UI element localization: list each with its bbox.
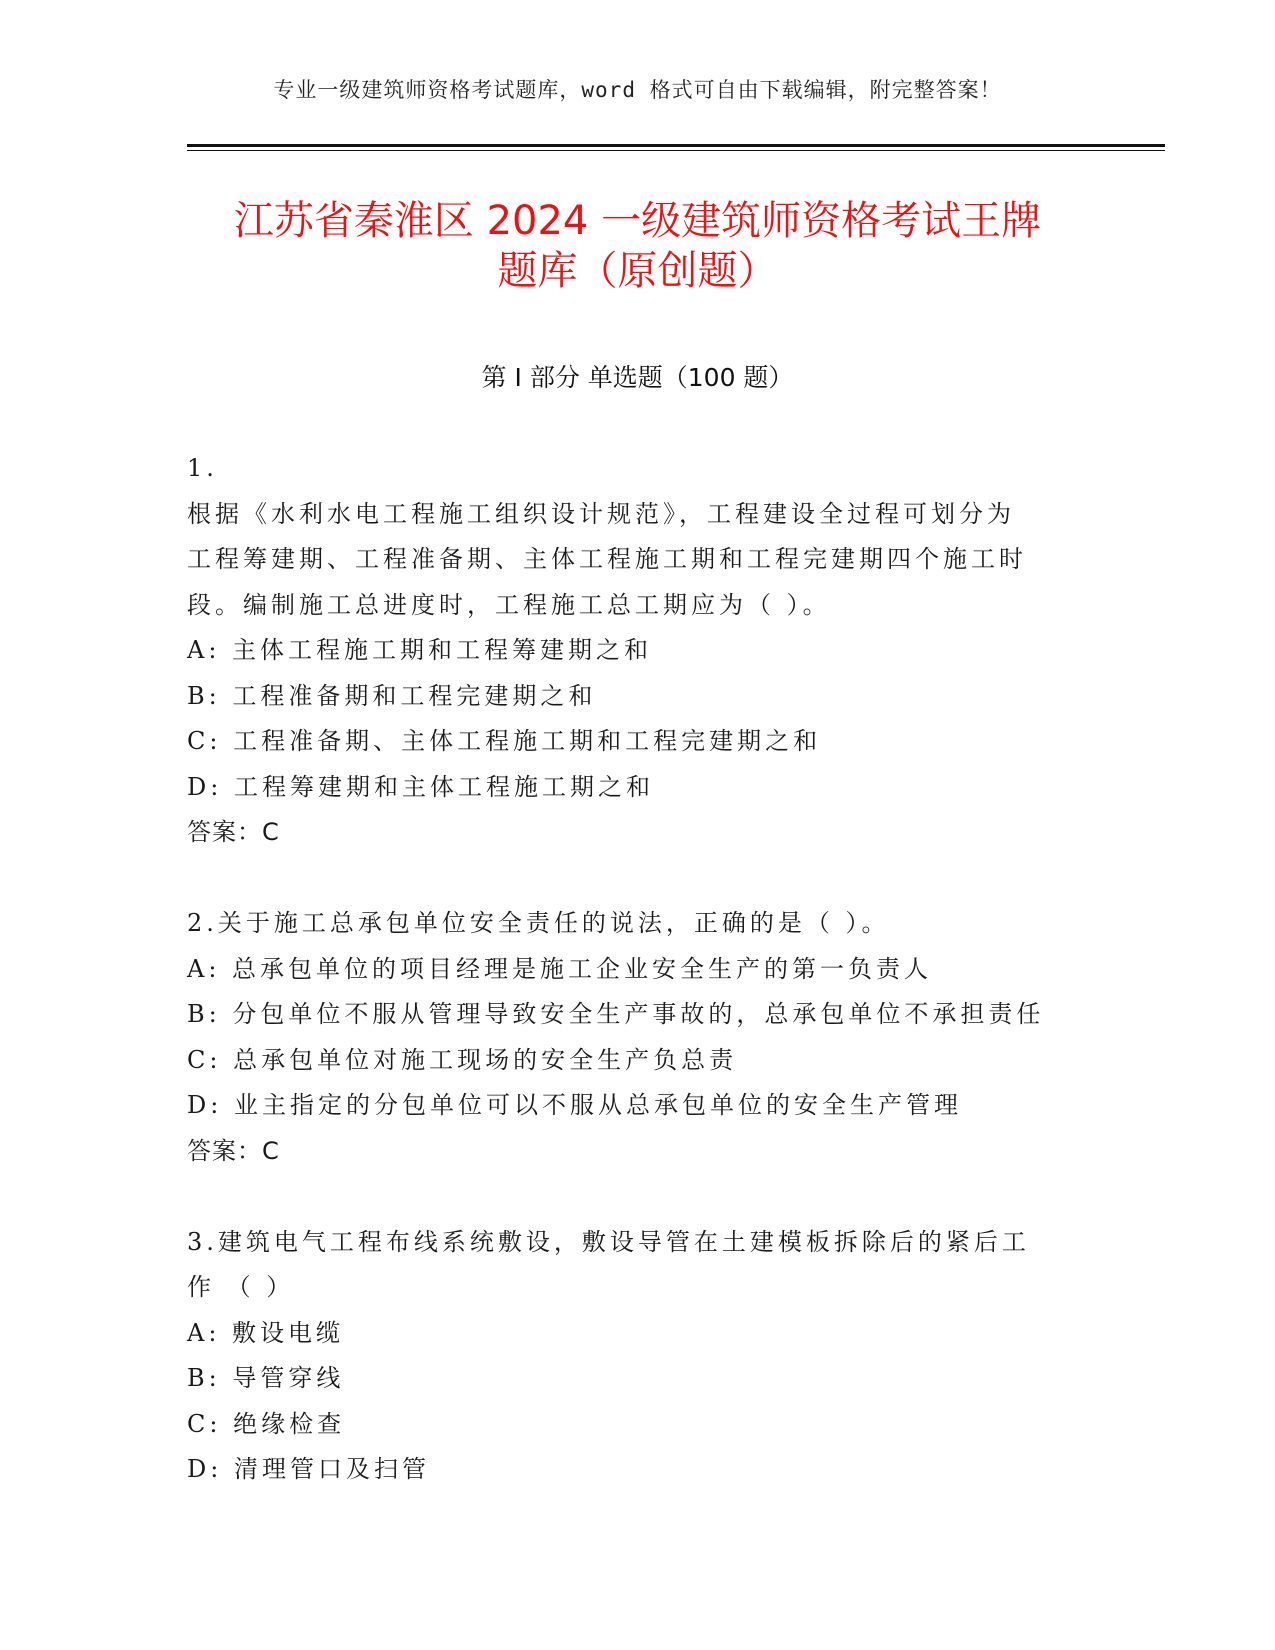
question-stem-line: 2.关于施工总承包单位安全责任的说法，正确的是（ ）。 (187, 909, 890, 937)
question-list (187, 446, 1067, 1493)
answer: 答案：C (187, 818, 280, 846)
document-title (150, 196, 1125, 296)
question-gap (187, 856, 1067, 902)
question-2 (187, 901, 1067, 1174)
option-c: C: 总承包单位对施工现场的安全生产负总责 (187, 1045, 738, 1074)
option-b: B: 分包单位不服从管理导致安全生产事故的，总承包单位不承担责任 (187, 1000, 1045, 1028)
option-a: A: 总承包单位的项目经理是施工企业安全生产的第一负责人 (187, 954, 933, 983)
question-stem-line: 段。编制施工总进度时，工程施工总工期应为（ ）。 (187, 590, 831, 619)
header-note: 专业一级建筑师资格考试题库，word 格式可自由下载编辑，附完整答案！ (273, 78, 1002, 102)
question-stem-line: 工程筹建期、工程准备期、主体工程施工期和工程完建期四个施工时 (187, 545, 1027, 573)
question-number: 1. (187, 454, 218, 482)
question-gap (187, 1174, 1067, 1220)
section-title: 第 I 部分 单选题（100 题） (481, 363, 794, 392)
option-a: A: 敷设电缆 (187, 1318, 345, 1347)
option-d: D: 清理管口及扫管 (187, 1455, 430, 1483)
question-3 (187, 1220, 1067, 1493)
question-stem-line: 根据《水利水电工程施工组织设计规范》，工程建设全过程可划分为 (187, 499, 1015, 528)
option-d: D: 业主指定的分包单位可以不服从总承包单位的安全生产管理 (187, 1091, 962, 1119)
question-1 (187, 446, 1067, 856)
document-title-line-1: 江苏省秦淮区 2024 一级建筑师资格考试王牌 (233, 198, 1042, 244)
question-stem-line: 作 （ ） (187, 1273, 295, 1301)
question-stem-line: 3.建筑电气工程布线系统敷设，敷设导管在土建模板拆除后的紧后工 (187, 1227, 1030, 1256)
option-c: C: 绝缘检查 (187, 1409, 346, 1438)
option-b: B: 导管穿线 (187, 1364, 345, 1392)
document-title-line-2: 题库（原创题） (497, 248, 778, 294)
header-rule-thick (187, 144, 1165, 147)
header-rule-thin (187, 150, 1165, 151)
option-d: D: 工程筹建期和主体工程施工期之和 (187, 772, 654, 801)
option-a: A: 主体工程施工期和工程筹建期之和 (187, 636, 653, 664)
option-c: C: 工程准备期、主体工程施工期和工程完建期之和 (187, 727, 822, 755)
option-b: B: 工程准备期和工程完建期之和 (187, 681, 597, 710)
answer: 答案：C (187, 1136, 280, 1165)
